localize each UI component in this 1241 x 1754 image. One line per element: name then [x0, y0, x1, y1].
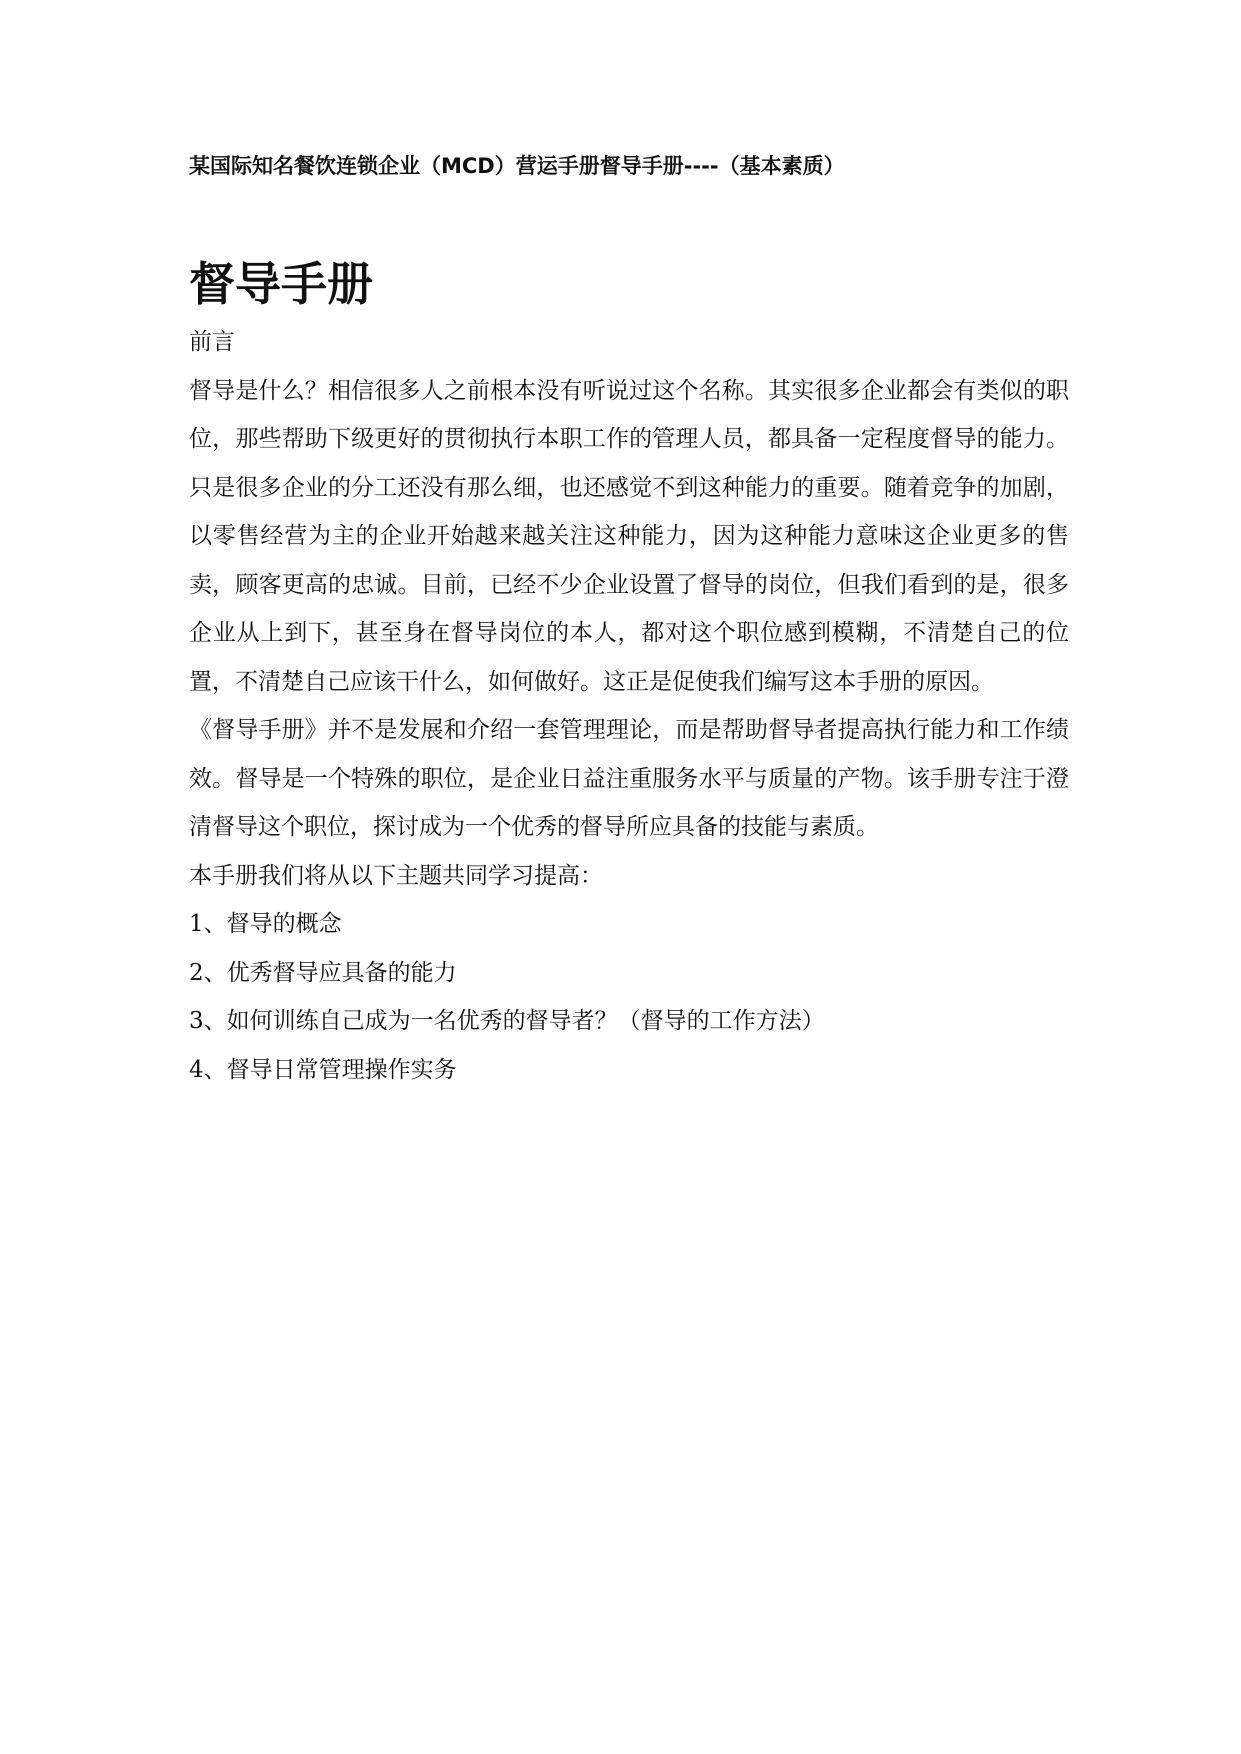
topic-item: 3、如何训练自己成为一名优秀的督导者？（督导的工作方法） [189, 1008, 825, 1034]
document-body [189, 318, 1069, 1094]
topic-item: 2、优秀督导应具备的能力 [189, 959, 457, 986]
paragraph: 本手册我们将从以下主题共同学习提高： [189, 862, 603, 889]
header-title: 某国际知名餐饮连锁企业（MCD）营运手册督导手册----（基本素质） [189, 154, 845, 178]
topic-item: 1、督导的概念 [189, 911, 342, 937]
section-heading-preface: 前言 [189, 329, 235, 355]
topic-item: 4、督导日常管理操作实务 [189, 1056, 457, 1083]
topic-list [189, 900, 1069, 1094]
paragraph: 督导是什么？相信很多人之前根本没有听说过这个名称。其实很多企业都会有类似的职位，那些帮助下级更好的贯彻执行本职工作的管理人员，都具备一定程度督导的能力。只是很多企业的分工还没有那么细，也还感觉不到这种能力的重要。随着竞争的加剧，以零售经营为主的企业开始越来越关注这种能力，因为这种能力意味这企业更多的售卖，顾客更高的忠诚。目前，已经不少企业设置了督导的岗位，但我们看到的是，很多企业从上到下，甚至身在督导岗位的本人，都对这个职位感到模糊，不清楚自己的位置，不清楚自己应该干什么，如何做好。这正是促使我们编写这本手册的原因。 [189, 377, 1069, 695]
document-title: 督导手册 [189, 257, 373, 311]
paragraph: 《督导手册》并不是发展和介绍一套管理理论，而是帮助督导者提高执行能力和工作绩效。督导是一个特殊的职位，是企业日益注重服务水平与质量的产物。该手册专注于澄清督导这个职位，探讨成为一个优秀的督导所应具备的技能与素质。 [189, 717, 1069, 840]
